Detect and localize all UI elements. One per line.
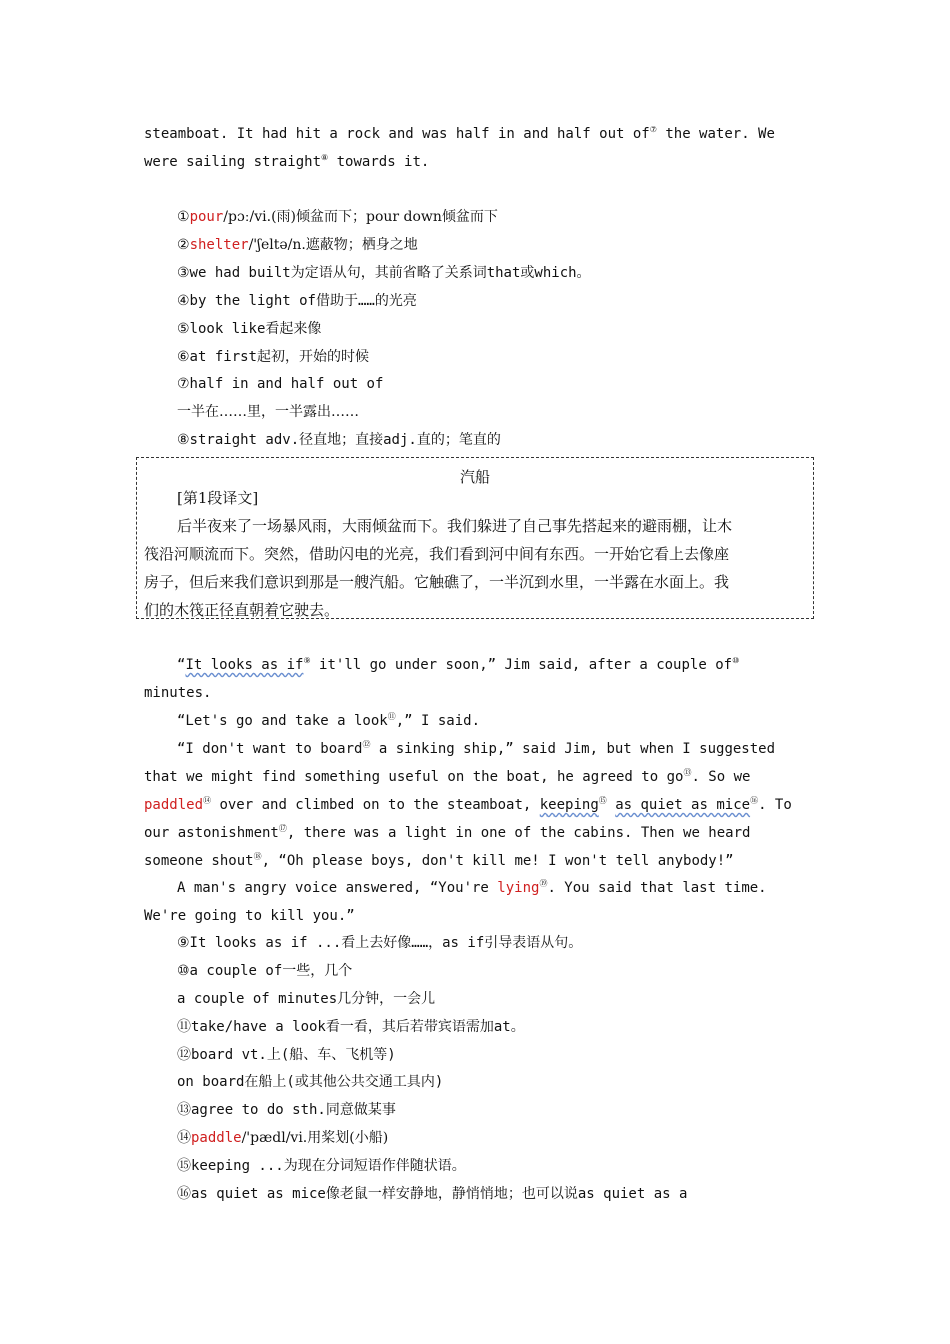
phrase-note: ⑥at first起初，开始的时候: [177, 349, 369, 365]
text-line: We're going to kill you.”: [144, 908, 355, 924]
vocab-word: paddled: [144, 797, 204, 813]
text-line: “I don't want to board⑫ a sinking ship,” said Jim, but when I suggested: [177, 740, 776, 757]
text-line: our astonishment⑰, there was a light in one of the cabins. Then we heard: [144, 824, 751, 841]
vocab-note: ②shelter/'ʃeltə/n.遮蔽物；栖身之地: [177, 237, 418, 253]
grammar-note: ③we had built为定语从句，其前省略了关系词that或which。: [177, 265, 591, 281]
text-line: that we might find something useful on the boat, he agreed to go⑬. So we: [144, 768, 751, 785]
translation-heading: [第1段译文]: [177, 489, 259, 507]
phrase-note: ⑩a couple of一些，几个: [177, 963, 353, 979]
text-line: A man's angry voice answered, “You're lying⑲. You said that last time.: [177, 879, 767, 896]
underlined-phrase: as quiet as mice: [615, 797, 751, 813]
vocab-word: pour: [189, 209, 224, 225]
underlined-phrase: It looks as if: [185, 657, 304, 673]
text-line: were sailing straight⑧ towards it.: [144, 153, 430, 170]
phrase-note: 一半在……里，一半露出……: [177, 404, 359, 420]
vocab-word: lying: [497, 880, 540, 896]
phrase-note: ⑪take/have a look看一看，其后若带宾语需加at。: [177, 1019, 525, 1035]
phrase-note: on board在船上(或其他公共交通工具内): [177, 1074, 444, 1090]
text-line: steamboat. It had hit a rock and was half in and half out of⑦ the water. We: [144, 125, 775, 142]
translation-line: 们的木筏正径直朝着它驶去。: [144, 601, 340, 619]
translation-line: 后半夜来了一场暴风雨，大雨倾盆而下。我们躲进了自己事先搭起来的避雨棚，让木: [177, 517, 733, 535]
text-line: “Let's go and take a look⑪,” I said.: [177, 712, 481, 729]
phrase-note: ④by the light of借助于……的光亮: [177, 293, 417, 309]
vocab-note: ①pour/pɔː/vi.(雨)倾盆而下；pour down倾盆而下: [177, 209, 498, 225]
translation-line: 筏沿河顺流而下。突然，借助闪电的光亮，我们看到河中间有东西。一开始它看上去像座: [144, 545, 730, 563]
vocab-note: ⑫board vt.上(船、车、飞机等): [177, 1047, 396, 1063]
vocab-word: paddle: [191, 1130, 242, 1146]
box-title: 汽船: [459, 468, 490, 486]
vocab-note: ⑧straight adv.径直地；直接adj.直的；笔直的: [177, 432, 501, 448]
translation-line: 房子，但后来我们意识到那是一艘汽船。它触礁了，一半沉到水里，一半露在水面上。我: [144, 573, 730, 591]
phrase-note: ⑤look like看起来像: [177, 321, 322, 337]
grammar-note: ⑨It looks as if ...看上去好像……，as if引导表语从句。: [177, 935, 583, 951]
phrase-note: ⑦half in and half out of: [177, 376, 384, 392]
phrase-note: ⑬agree to do sth.同意做某事: [177, 1102, 396, 1118]
phrase-note: ⑯as quiet as mice像老鼠一样安静地，静悄悄地；也可以说as quiet as a: [177, 1186, 688, 1202]
vocab-note: ⑭paddle/'pædl/vi.用桨划(小船): [177, 1130, 389, 1146]
text-line: “It looks as if⑨ it'll go under soon,” Jim said, after a couple of⑩: [177, 656, 740, 673]
text-line: someone shout⑱, “Oh please boys, don't kill me! I won't tell anybody!”: [144, 852, 734, 869]
vocab-word: shelter: [189, 237, 249, 253]
grammar-note: ⑮keeping ...为现在分词短语作伴随状语。: [177, 1158, 466, 1174]
underlined-phrase: keeping: [539, 797, 599, 813]
text-line: minutes.: [144, 685, 212, 701]
text-line: paddled⑭ over and climbed on to the steamboat, keeping⑮ as quiet as mice⑯. To: [144, 796, 792, 813]
phrase-note: a couple of minutes几分钟，一会儿: [177, 991, 436, 1007]
